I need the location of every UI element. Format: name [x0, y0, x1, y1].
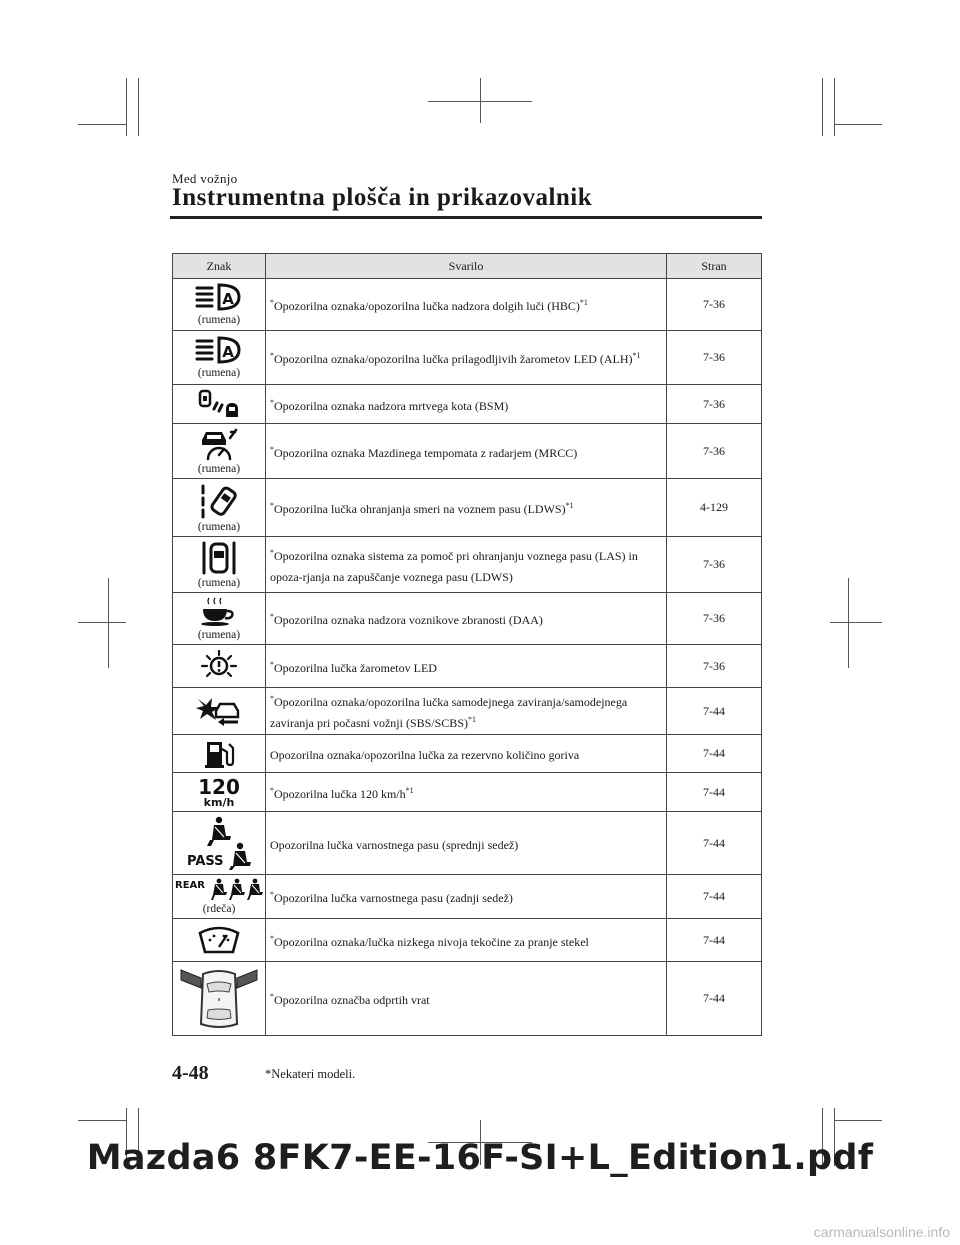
- warning-cell: *Opozorilna lučka 120 km/h$^{*1}$: [266, 773, 667, 812]
- table-row: [173, 773, 762, 812]
- warning-cell: *Opozorilna lučka varnostnega pasu (zadnji sedež): [266, 875, 667, 919]
- warning-cell: *Opozorilna lučka ohranjanja smeri na voznem pasu (LDWS)$^{*1}$: [266, 479, 667, 537]
- color-label: (rumena): [197, 367, 241, 379]
- crop-mark: [848, 578, 849, 668]
- sign-cell: [173, 875, 266, 919]
- table-row: [173, 537, 762, 593]
- sign-cell: [173, 385, 266, 424]
- warning-text: Opozorilna oznaka Mazdinega tempomata z radarjem (MRCC): [274, 445, 578, 460]
- led-headlight-icon: [201, 650, 237, 682]
- crop-mark: [78, 124, 126, 125]
- sign-cell: [173, 537, 266, 593]
- section-label: Med vožnjo: [172, 171, 238, 186]
- speed-value: 120: [198, 776, 240, 799]
- title-rule: [170, 216, 762, 219]
- warning-cell: *Opozorilna oznaka nadzora mrtvega kota (BSM): [266, 385, 667, 424]
- crop-mark: [830, 622, 882, 623]
- rear-seatbelt-icon: [174, 878, 264, 902]
- warning-text: Opozorilna lučka 120 km/h: [274, 786, 406, 801]
- crop-mark: [78, 1120, 126, 1121]
- site-link[interactable]: carmanualsonline.info: [813, 1224, 950, 1240]
- warning-text: Opozorilna oznaka/opozorilna lučka prilagodljivih žarometov LED (ALH): [274, 352, 633, 366]
- color-label: (rumena): [197, 577, 241, 589]
- warning-cell: *Opozorilna oznaka sistema za pomoč pri ohranjanju voznega pasu (LAS) in opoza-rjanja na zapuščanje voznega pasu (LDWS): [266, 537, 667, 593]
- adaptive-led-headlight-icon: [195, 336, 243, 366]
- page-title: Instrumentna plošča in prikazovalnik: [172, 184, 593, 211]
- table-row: [173, 735, 762, 773]
- column-header-page: Stran: [667, 254, 762, 279]
- page-number: 4-48: [172, 1062, 209, 1084]
- sign-cell: [173, 962, 266, 1036]
- warning-text: Opozorilna oznaka/opozorilna lučka samodejnega zaviranja/samodejnega zaviranja pri počasni vožnji (SBS/SCBS): [270, 695, 628, 730]
- crop-mark: [428, 101, 532, 102]
- page-reference: 7-44: [667, 688, 762, 735]
- sign-cell: [173, 279, 266, 331]
- warning-cell: *Opozorilna oznaka nadzora voznikove zbranosti (DAA): [266, 593, 667, 645]
- warning-cell: *Opozorilna oznaka/opozorilna lučka samodejnega zaviranja/samodejnega zaviranja pri počasni vožnji (SBS/SCBS)$^{*1}$: [266, 688, 667, 735]
- table-row: [173, 645, 762, 688]
- warning-cell: [266, 735, 667, 773]
- sign-cell: [173, 919, 266, 962]
- warning-text: Opozorilna lučka žarometov LED: [274, 660, 437, 675]
- color-label: (rumena): [197, 521, 241, 533]
- sign-cell: [173, 735, 266, 773]
- color-label: (rumena): [197, 629, 241, 641]
- warning-text: Opozorilna lučka varnostnega pasu (sprednji sedež): [270, 837, 519, 852]
- page-reference: 4-129: [667, 479, 762, 537]
- warning-cell: *Opozorilna oznaka/opozorilna lučka nadzora dolgih luči (HBC)$^{*1}$: [266, 279, 667, 331]
- sign-cell: [173, 645, 266, 688]
- color-label: (rdeča): [202, 903, 236, 915]
- color-label: (rumena): [197, 462, 241, 475]
- page-reference: 7-44: [667, 773, 762, 812]
- crop-mark: [822, 78, 823, 136]
- table-row: [173, 875, 762, 919]
- warning-text: Opozorilna oznaka nadzora mrtvega kota (BSM): [274, 398, 509, 413]
- warning-text: Opozorilna lučka varnostnega pasu (zadnji sedež): [274, 891, 513, 905]
- table-row: [173, 962, 762, 1036]
- page-reference: 7-44: [667, 875, 762, 919]
- crop-mark: [108, 578, 109, 668]
- color-label: (rumena): [197, 314, 241, 326]
- table-header-row: [173, 254, 762, 279]
- warning-cell: *Opozorilna označba odprtih vrat: [266, 962, 667, 1036]
- warning-cell: *Opozorilna lučka žarometov LED: [266, 645, 667, 688]
- radar-cruise-control-icon: [198, 428, 240, 462]
- warning-text: Opozorilna oznaka/lučka nizkega nivoja tekočine za pranje stekel: [274, 934, 589, 949]
- sign-cell: [173, 331, 266, 385]
- page-reference: 7-36: [667, 537, 762, 593]
- page-reference: 7-44: [667, 919, 762, 962]
- warning-cell: *Opozorilna oznaka Mazdinega tempomata z radarjem (MRCC): [266, 424, 667, 479]
- document-watermark: Mazda6 8FK7-EE-16F-SI+L_Edition1.pdf: [86, 1138, 874, 1178]
- table-row: [173, 479, 762, 537]
- page-reference: 7-44: [667, 735, 762, 773]
- warning-text: Opozorilna označba odprtih vrat: [274, 993, 430, 1007]
- door-ajar-icon: [177, 966, 261, 1032]
- table-row: [173, 331, 762, 385]
- table-row: [173, 385, 762, 424]
- warning-text: Opozorilna oznaka nadzora voznikove zbranosti (DAA): [274, 613, 543, 627]
- crop-mark: [126, 78, 127, 136]
- lane-departure-warning-icon: [199, 482, 239, 520]
- warning-cell: *Opozorilna oznaka/opozorilna lučka prilagodljivih žarometov LED (ALH)$^{*1}$: [266, 331, 667, 385]
- table-row: [173, 424, 762, 479]
- front-seatbelt-icon: [187, 816, 251, 870]
- rear-label: REAR: [175, 880, 205, 891]
- washer-fluid-icon: [197, 925, 241, 955]
- sign-cell: [173, 479, 266, 537]
- page-reference: 7-36: [667, 593, 762, 645]
- page-reference: 7-36: [667, 385, 762, 424]
- sign-cell: [173, 773, 266, 812]
- high-beam-control-icon: [195, 283, 243, 313]
- table-row: [173, 688, 762, 735]
- blind-spot-monitoring-icon: [197, 389, 241, 419]
- crop-mark: [834, 78, 835, 136]
- warning-text: Opozorilna oznaka sistema za pomoč pri ohranjanju voznega pasu (LAS) in opoza-rjanja na zapuščanje voznega pasu (LDWS): [270, 548, 638, 584]
- column-header-sign: Znak: [173, 254, 266, 279]
- svg-text:A: A: [222, 343, 234, 361]
- page-reference: 7-44: [667, 962, 762, 1036]
- table-row: [173, 812, 762, 875]
- page-reference: 7-36: [667, 331, 762, 385]
- warning-text: Opozorilna lučka ohranjanja smeri na voznem pasu (LDWS): [274, 502, 566, 516]
- warning-cell: *Opozorilna oznaka/lučka nizkega nivoja tekočine za pranje stekel: [266, 919, 667, 962]
- crop-mark: [834, 1120, 882, 1121]
- warning-indicator-table: [172, 253, 762, 1036]
- warning-text: Opozorilna oznaka/opozorilna lučka nadzora dolgih luči (HBC): [274, 299, 580, 313]
- page-reference: 7-44: [667, 812, 762, 875]
- sign-cell: [173, 688, 266, 735]
- page-reference: 7-36: [667, 279, 762, 331]
- sign-cell: [173, 593, 266, 645]
- table-row: [173, 919, 762, 962]
- crop-mark: [138, 78, 139, 136]
- driver-attention-coffee-icon: [199, 596, 239, 628]
- lane-keep-assist-icon: [201, 540, 237, 576]
- table-row: [173, 279, 762, 331]
- page-reference: 7-36: [667, 645, 762, 688]
- sign-cell: [173, 424, 266, 479]
- crop-mark: [834, 124, 882, 125]
- svg-text:A: A: [222, 290, 234, 308]
- footnote: *Nekateri modeli.: [265, 1067, 356, 1081]
- column-header-warning: Svarilo: [266, 254, 667, 279]
- page-reference: 7-36: [667, 424, 762, 479]
- speed-unit: km/h: [203, 796, 235, 808]
- crop-mark: [78, 622, 126, 623]
- warning-cell: [266, 812, 667, 875]
- table-row: [173, 593, 762, 645]
- low-fuel-icon: [203, 739, 235, 769]
- sign-cell: [173, 812, 266, 875]
- speed-120-icon: [189, 776, 249, 808]
- warning-text: Opozorilna oznaka/opozorilna lučka za rezervno količino goriva: [270, 748, 580, 762]
- pass-label: PASS: [187, 854, 224, 869]
- smart-brake-support-icon: [194, 695, 244, 727]
